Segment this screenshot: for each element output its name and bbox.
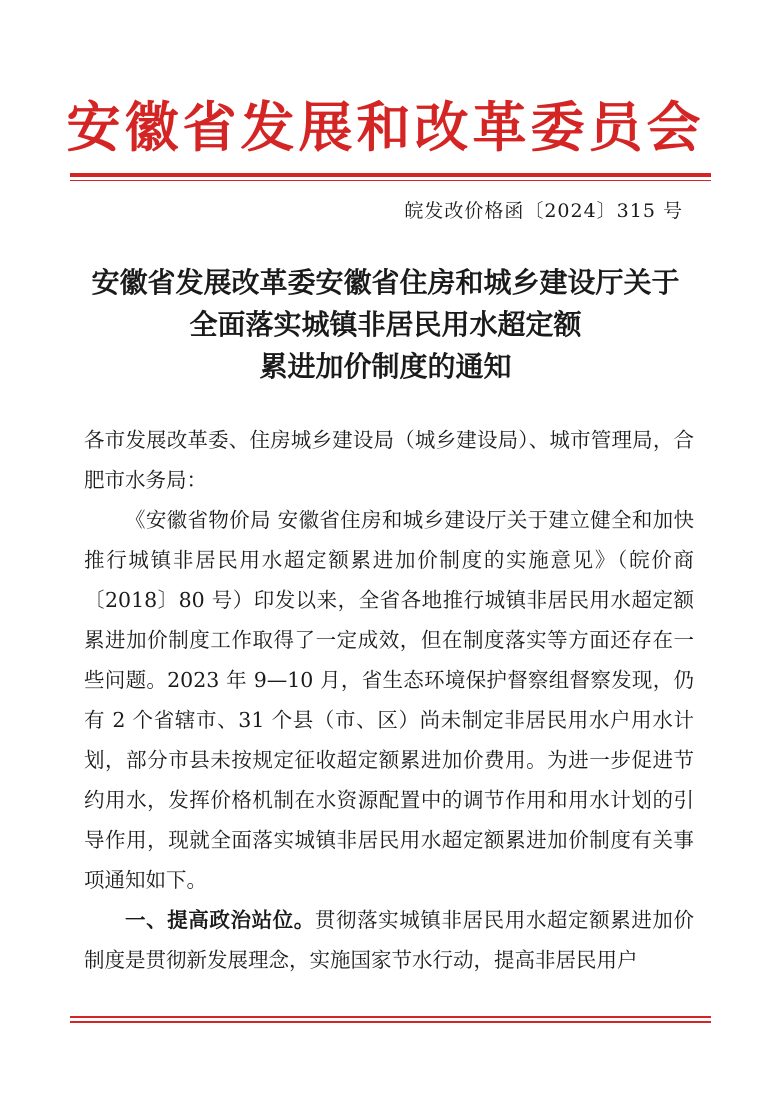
document-number: 皖发改价格函〔2024〕315 号 <box>404 200 683 222</box>
document-title <box>60 262 711 388</box>
paragraph-intro: 《安徽省物价局 安徽省住房和城乡建设厅关于建立健全和加快推行城镇非居民用水超定额累进加价制度的实施意见》（皖价商〔2018〕80 号）印发以来，全省各地推行城镇非居民用水超定额累进加价制度工作取得了一定成效，但在制度落实等方面还存在一些问题。2023 年 9—10 月，省生态环境保护督察组督察发现，仍有 2 个省辖市、31 个县（市、区）尚未制定非居民用水户用水计划，部分市县未按规定征收超定额累进加价费用。为进一步促进节约用水，发挥价格机制在水资源配置中的调节作用和用水计划的引导作用，现就全面落实城镇非居民用水超定额累进加价制度有关事项通知如下。 <box>84 508 694 892</box>
header-red-divider <box>70 173 711 177</box>
title-line-2: 全面落实城镇非居民用水超定额 <box>189 308 582 341</box>
section-1 <box>84 900 694 980</box>
section-1-text: 贯彻落实城镇非居民用水超定额累进加价制度是贯彻新发展理念，实施国家节水行动，提高非居民用户 <box>84 908 695 972</box>
title-line-3: 累进加价制度的通知 <box>259 350 512 383</box>
title-line-1: 安徽省发展改革委安徽省住房和城乡建设厅关于 <box>91 266 680 299</box>
section-1-heading: 一、提高政治站位。 <box>125 908 315 932</box>
document-body <box>84 420 694 980</box>
org-header-title: 安徽省发展和改革委员会 <box>66 95 705 159</box>
footer-red-divider <box>70 1016 711 1018</box>
addressee: 各市发展改革委、住房城乡建设局（城乡建设局）、城市管理局，合肥市水务局： <box>84 428 694 492</box>
